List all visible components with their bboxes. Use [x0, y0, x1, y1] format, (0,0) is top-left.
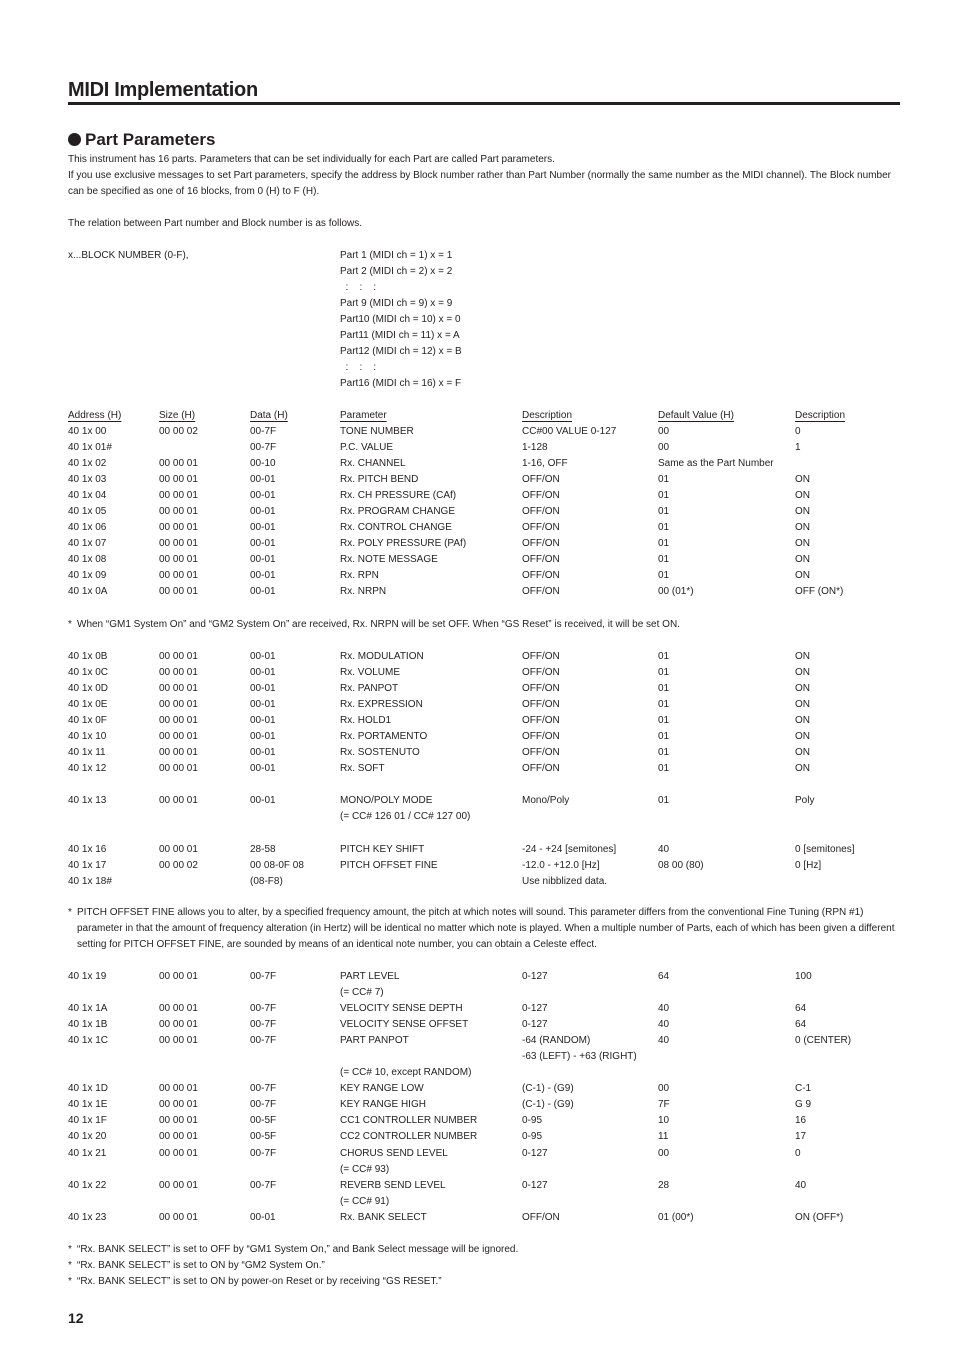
table-cell: 01	[658, 506, 670, 518]
footnote-text: “Rx. BANK SELECT” is set to OFF by “GM1 System On,” and Bank Select message will be ignored.	[77, 1244, 519, 1255]
table-cell: 00 00 01	[159, 731, 198, 743]
table-cell: 01 (00*)	[658, 1211, 694, 1223]
table-cell: ON	[795, 474, 810, 486]
table-cell: (= CC# 10, except RANDOM)	[340, 1067, 472, 1079]
table-cell: 00 00 01	[159, 1115, 198, 1127]
table-cell: Use nibblized data.	[522, 875, 608, 887]
table-cell: OFF/ON	[522, 490, 560, 502]
relation-line: : : :	[340, 282, 377, 293]
table-cell: 01	[658, 683, 670, 695]
table-cell: (= CC# 7)	[340, 987, 384, 999]
table-cell: Rx. BANK SELECT	[340, 1211, 427, 1223]
table-cell: -63 (LEFT) - +63 (RIGHT)	[522, 1051, 637, 1063]
table-cell: KEY RANGE LOW	[340, 1083, 424, 1095]
table-cell: Rx. SOFT	[340, 763, 385, 775]
table-cell: Rx. SOSTENUTO	[340, 747, 420, 759]
relation-line: Part10 (MIDI ch = 10) x = 0	[340, 314, 461, 325]
table-cell: 00-01	[250, 522, 276, 534]
table-cell: 01	[658, 522, 670, 534]
table-cell: 40 1x 13	[68, 795, 107, 807]
table-cell: 40 1x 23	[68, 1211, 107, 1223]
table-cell: C-1	[795, 1083, 812, 1095]
table-cell: 40	[658, 843, 670, 855]
table-cell: 00 00 01	[159, 554, 198, 566]
table-cell: ON	[795, 731, 810, 743]
table-cell: 40 1x 1A	[68, 1003, 108, 1015]
table-cell: ON	[795, 683, 810, 695]
table-cell: OFF/ON	[522, 683, 560, 695]
table-cell: OFF/ON	[522, 586, 560, 598]
table-cell: 40 1x 09	[68, 570, 107, 582]
table-cell: 01	[658, 763, 670, 775]
bullet-icon	[68, 133, 81, 146]
table-cell: 00-01	[250, 747, 276, 759]
table-cell: OFF/ON	[522, 554, 560, 566]
table-cell: -12.0 - +12.0 [Hz]	[522, 859, 600, 871]
table-cell: 00-01	[250, 490, 276, 502]
table-cell: 17	[795, 1131, 807, 1143]
table-cell: Rx. CONTROL CHANGE	[340, 522, 452, 534]
table-cell: 00-01	[250, 795, 276, 807]
table-cell: 40 1x 05	[68, 506, 107, 518]
table-cell: 40 1x 1B	[68, 1019, 108, 1031]
table-cell: 0	[795, 1147, 801, 1159]
table-cell: 00-01	[250, 699, 276, 711]
table-cell: 40	[658, 1019, 670, 1031]
table-cell: 00 00 01	[159, 538, 198, 550]
table-cell: 00 00 01	[159, 506, 198, 518]
table-cell: 00-7F	[250, 1083, 277, 1095]
table-cell: ON	[795, 538, 810, 550]
footnote-bank-select-1	[68, 1242, 900, 1258]
table-cell: 40 1x 17	[68, 859, 107, 871]
table-cell: ON	[795, 763, 810, 775]
table-cell: 00 00 01	[159, 747, 198, 759]
table-cell: 40	[658, 1003, 670, 1015]
table-cell: VELOCITY SENSE DEPTH	[340, 1003, 463, 1015]
table-cell: 40 1x 11	[68, 747, 106, 759]
column-header: Size (H)	[159, 410, 196, 421]
table-cell: ON	[795, 651, 810, 662]
table-cell: 00	[658, 442, 670, 454]
table-cell: OFF (ON*)	[795, 586, 844, 598]
table-cell: 00-7F	[250, 442, 277, 454]
table-cell: 00 00 01	[159, 586, 198, 598]
table-cell: 00-01	[250, 683, 276, 695]
table-cell: 00 00 01	[159, 763, 198, 775]
table-cell: 16	[795, 1115, 807, 1127]
table-cell: 00-01	[250, 651, 276, 662]
table-cell: 40 1x 19	[68, 971, 107, 982]
relation-line: Part 2 (MIDI ch = 2) x = 2	[340, 266, 453, 277]
table-cell: CC2 CONTROLLER NUMBER	[340, 1131, 478, 1143]
table-cell: ON	[795, 570, 810, 582]
table-cell: 00-7F	[250, 1179, 277, 1191]
table-cell: OFF/ON	[522, 747, 560, 759]
table-cell: Same as the Part Number	[658, 458, 774, 470]
intro-line: This instrument has 16 parts. Parameters that can be set individually for each Part are called Part parameters.	[68, 154, 555, 165]
table-cell: 40 1x 0F	[68, 715, 107, 727]
table-cell: MONO/POLY MODE	[340, 795, 433, 807]
table-cell: CC#00 VALUE 0-127	[522, 426, 617, 437]
table-cell: 00 00 01	[159, 1035, 198, 1047]
table-cell: Mono/Poly	[522, 795, 570, 807]
table-cell: 00 00 01	[159, 715, 198, 727]
table-cell: 00 00 01	[159, 795, 198, 807]
table-cell: 01	[658, 715, 670, 727]
note-pitch-offset	[68, 905, 900, 953]
intro-line	[68, 200, 900, 216]
asterisk: *	[68, 1260, 72, 1271]
intro-line: The relation between Part number and Block number is as follows.	[68, 218, 363, 229]
table-cell: 00-7F	[250, 426, 277, 437]
table-cell: 28	[658, 1179, 670, 1191]
table-cell: 00	[658, 1147, 670, 1159]
table-cell: -24 - +24 [semitones]	[522, 843, 617, 855]
table-cell: Rx. CHANNEL	[340, 458, 406, 470]
table-cell: 40 1x 1F	[68, 1115, 107, 1127]
column-header: Data (H)	[250, 410, 288, 421]
table-cell: Rx. EXPRESSION	[340, 699, 423, 711]
table-cell: Rx. HOLD1	[340, 715, 392, 727]
table-cell: 00-7F	[250, 1019, 277, 1031]
table-cell: OFF/ON	[522, 506, 560, 518]
table-cell: 7F	[658, 1099, 670, 1111]
table-cell: 40 1x 04	[68, 490, 107, 502]
table-cell: 40 1x 10	[68, 731, 107, 743]
table-cell: ON	[795, 715, 810, 727]
table-cell: 40 1x 06	[68, 522, 107, 534]
table-cell: 01	[658, 795, 670, 807]
table-cell: TONE NUMBER	[340, 426, 414, 437]
table-cell: 00-10	[250, 458, 276, 470]
table-cell: 28-58	[250, 843, 276, 855]
relation-line: Part11 (MIDI ch = 11) x = A	[340, 330, 460, 341]
table-cell: 40 1x 0C	[68, 667, 109, 679]
intro-text	[68, 152, 900, 232]
table-cell: ON	[795, 490, 810, 502]
table-cell: 00 00 01	[159, 667, 198, 679]
table-cell: 1-128	[522, 442, 548, 454]
table-cell: 0-127	[522, 971, 548, 982]
table-cell: Rx. PORTAMENTO	[340, 731, 428, 743]
table-cell: 00 00 01	[159, 1211, 198, 1223]
table-cell: 00 00 01	[159, 1147, 198, 1159]
intro-line: If you use exclusive messages to set Part parameters, specify the address by Block number rather than Part Number (normally the same number as the MIDI channel). The Block number can be specified as one of 16 blocks, from 0 (H) to F (H).	[68, 170, 891, 197]
table-cell: (C-1) - (G9)	[522, 1083, 574, 1095]
table-cell: 00 00 01	[159, 699, 198, 711]
table-cell: 40 1x 21	[68, 1147, 107, 1159]
table-cell: 00 00 01	[159, 1099, 198, 1111]
asterisk: *	[68, 619, 72, 630]
table-cell: OFF/ON	[522, 763, 560, 775]
part-block-relation	[340, 248, 462, 392]
table-cell: 40 1x 12	[68, 763, 107, 775]
section-title: Part Parameters	[85, 130, 216, 149]
title-rule	[68, 102, 900, 105]
table-cell: 00	[658, 426, 670, 437]
table-cell: 00 00 02	[159, 426, 198, 437]
table-cell: Rx. PANPOT	[340, 683, 399, 695]
table-cell: OFF/ON	[522, 474, 560, 486]
table-cell: 01	[658, 651, 670, 662]
table-cell: 00-01	[250, 586, 276, 598]
asterisk: *	[68, 1276, 72, 1287]
table-cell: Rx. NRPN	[340, 586, 387, 598]
table-cell: 40 1x 20	[68, 1131, 107, 1143]
table-cell: CHORUS SEND LEVEL	[340, 1147, 448, 1159]
table-cell: 40 1x 07	[68, 538, 107, 550]
table-cell: 01	[658, 731, 670, 743]
table-cell: KEY RANGE HIGH	[340, 1099, 426, 1111]
table-cell: 00 00 01	[159, 522, 198, 534]
table-cell: 00	[658, 1083, 670, 1095]
table-cell: 00 00 02	[159, 859, 198, 871]
table-cell: 00-01	[250, 731, 276, 743]
table-cell: Rx. PROGRAM CHANGE	[340, 506, 456, 518]
column-header: Default Value (H)	[658, 410, 734, 421]
table-cell: (= CC# 93)	[340, 1163, 390, 1175]
table-cell: 00 00 01	[159, 1019, 198, 1031]
table-cell: ON	[795, 554, 810, 566]
table-cell: 40 1x 1E	[68, 1099, 108, 1111]
table-cell: OFF/ON	[522, 731, 560, 743]
table-cell: 00 00 01	[159, 474, 198, 486]
page-number: 12	[68, 1310, 84, 1326]
table-cell: 00-7F	[250, 1035, 277, 1047]
table-cell: 40 1x 08	[68, 554, 107, 566]
table-cell: 0 [Hz]	[795, 859, 822, 871]
table-cell: 40 1x 00	[68, 426, 107, 437]
table-cell: 01	[658, 570, 670, 582]
table-cell: 1	[795, 442, 801, 454]
table-cell: CC1 CONTROLLER NUMBER	[340, 1115, 478, 1127]
table-cell: 0-95	[522, 1131, 543, 1143]
table-cell: Rx. VOLUME	[340, 667, 401, 679]
table-cell: VELOCITY SENSE OFFSET	[340, 1019, 469, 1031]
table-cell: 40 1x 18#	[68, 875, 112, 887]
table-cell: G 9	[795, 1099, 812, 1111]
footnote-text: “Rx. BANK SELECT” is set to ON by “GM2 System On.”	[77, 1260, 325, 1271]
table-cell: 00 00 01	[159, 1003, 198, 1015]
table-cell: ON	[795, 699, 810, 711]
table-cell: Rx. POLY PRESSURE (PAf)	[340, 538, 467, 550]
table-cell: OFF/ON	[522, 651, 560, 662]
table-cell: (= CC# 126 01 / CC# 127 00)	[340, 811, 471, 823]
table-cell: 64	[795, 1003, 807, 1015]
table-cell: 0-127	[522, 1179, 548, 1191]
table-cell: ON	[795, 667, 810, 679]
table-cell: Rx. MODULATION	[340, 651, 424, 662]
table-cell: 0	[795, 426, 801, 437]
table-cell: 00-7F	[250, 1147, 277, 1159]
table-cell: 00-5F	[250, 1131, 277, 1143]
table-cell: P.C. VALUE	[340, 442, 393, 454]
table-cell: PITCH KEY SHIFT	[340, 843, 425, 855]
table-cell: 01	[658, 699, 670, 711]
table-cell: 0 [semitones]	[795, 843, 855, 855]
table-cell: 00-7F	[250, 1003, 277, 1015]
table-cell: 00-01	[250, 474, 276, 486]
relation-line: Part16 (MIDI ch = 16) x = F	[340, 378, 462, 389]
table-cell: 00 00 01	[159, 458, 198, 470]
table-cell: Rx. NOTE MESSAGE	[340, 554, 438, 566]
table-cell: Rx. PITCH BEND	[340, 474, 419, 486]
table-cell: -64 (RANDOM)	[522, 1035, 591, 1047]
note-text: PITCH OFFSET FINE allows you to alter, by a specified frequency amount, the pitch at which notes will sound. This parameter differs from the conventional Fine Tuning (RPN #1) parameter in that the amount of frequency alteration (in Hertz) will be identical no matter which note is played. When a multiple number of Parts, each of which has been given a different setting for PITCH OFFSET FINE, are sounded by means of an identical note number, you can obtain a Celeste effect.	[77, 907, 895, 950]
table-cell: REVERB SEND LEVEL	[340, 1179, 446, 1191]
table-cell: 40 1x 0A	[68, 586, 108, 598]
table-cell: Rx. CH PRESSURE (CAf)	[340, 490, 457, 502]
footnote-bank-select-3	[68, 1274, 900, 1290]
column-header: Description	[795, 410, 846, 421]
table-cell: 08 00 (80)	[658, 859, 704, 871]
table-cell: 01	[658, 474, 670, 486]
table-cell: OFF/ON	[522, 522, 560, 534]
table-cell: 64	[795, 1019, 807, 1031]
table-cell: 00-01	[250, 554, 276, 566]
table-cell: 40 1x 0B	[68, 651, 108, 662]
table-cell: PART PANPOT	[340, 1035, 409, 1047]
table-cell: (08-F8)	[250, 875, 283, 887]
table-cell: 11	[658, 1131, 669, 1143]
table-cell: 40 1x 16	[68, 843, 107, 855]
column-header: Parameter	[340, 410, 387, 421]
table-cell: 01	[658, 667, 670, 679]
table-cell: 00 08-0F 08	[250, 859, 304, 871]
page-title: MIDI Implementation	[68, 79, 258, 101]
table-cell: PART LEVEL	[340, 971, 400, 982]
table-cell: Rx. RPN	[340, 570, 379, 582]
table-cell: 40	[658, 1035, 670, 1047]
relation-line: : : :	[340, 362, 377, 373]
table-cell: OFF/ON	[522, 667, 560, 679]
table-cell: 40 1x 0D	[68, 683, 109, 695]
relation-line: Part 1 (MIDI ch = 1) x = 1	[340, 250, 453, 261]
table-cell: PITCH OFFSET FINE	[340, 859, 438, 871]
table-cell: 40 1x 1D	[68, 1083, 109, 1095]
table-cell: 40	[795, 1179, 807, 1191]
table-cell: 40 1x 03	[68, 474, 107, 486]
table-cell: 00 00 01	[159, 683, 198, 695]
table-cell: 00-7F	[250, 971, 277, 982]
column-header: Description	[522, 410, 573, 421]
table-cell: 00-01	[250, 715, 276, 727]
table-cell: Poly	[795, 795, 815, 807]
table-cell: 00 00 01	[159, 1179, 198, 1191]
table-cell: 40 1x 01#	[68, 442, 112, 454]
table-cell: 40 1x 0E	[68, 699, 108, 711]
table-cell: 10	[658, 1115, 670, 1127]
table-cell: (= CC# 91)	[340, 1195, 390, 1207]
table-cell: OFF/ON	[522, 699, 560, 711]
table-cell: 00 00 01	[159, 570, 198, 582]
table-cell: 01	[658, 490, 670, 502]
table-cell: 00-01	[250, 570, 276, 582]
table-cell: 00-01	[250, 538, 276, 550]
asterisk: *	[68, 907, 72, 918]
asterisk: *	[68, 1244, 72, 1255]
table-cell: OFF/ON	[522, 538, 560, 550]
table-cell: 0 (CENTER)	[795, 1035, 852, 1047]
table-cell: ON (OFF*)	[795, 1211, 844, 1223]
note-nrpn	[68, 617, 900, 633]
table-cell: 100	[795, 971, 812, 982]
table-cell: 1-16, OFF	[522, 458, 568, 470]
table-cell: 00-01	[250, 1211, 276, 1223]
table-cell: 00 00 01	[159, 843, 198, 855]
table-cell: ON	[795, 747, 810, 759]
relation-line: Part12 (MIDI ch = 12) x = B	[340, 346, 462, 357]
table-cell: OFF/ON	[522, 570, 560, 582]
table-cell: 00 00 01	[159, 971, 198, 982]
relation-line: Part 9 (MIDI ch = 9) x = 9	[340, 298, 453, 309]
section-heading	[68, 130, 215, 150]
table-cell: 0-95	[522, 1115, 543, 1127]
table-cell: 0-127	[522, 1019, 548, 1031]
table-cell: 00 00 01	[159, 490, 198, 502]
table-cell: ON	[795, 506, 810, 518]
table-cell: 00 00 01	[159, 1131, 198, 1143]
table-cell: 0-127	[522, 1147, 548, 1159]
block-number-label: x...BLOCK NUMBER (0-F),	[68, 250, 189, 261]
table-cell: 01	[658, 747, 670, 759]
note-text: When “GM1 System On” and “GM2 System On” are received, Rx. NRPN will be set OFF. When “GS Reset” is received, it will be set ON.	[77, 619, 680, 630]
table-cell: 40 1x 1C	[68, 1035, 109, 1047]
footnote-bank-select-2	[68, 1258, 900, 1274]
table-cell: 00-01	[250, 506, 276, 518]
table-cell: 00-01	[250, 667, 276, 679]
table-cell: 64	[658, 971, 670, 982]
table-cell: OFF/ON	[522, 715, 560, 727]
table-cell: 40 1x 22	[68, 1179, 107, 1191]
table-cell: 00-7F	[250, 1099, 277, 1111]
table-cell: OFF/ON	[522, 1211, 560, 1223]
table-cell: ON	[795, 522, 810, 534]
table-cell: 00 00 01	[159, 1083, 198, 1095]
table-cell: 40 1x 02	[68, 458, 107, 470]
table-cell: 0-127	[522, 1003, 548, 1015]
column-header: Address (H)	[68, 410, 122, 421]
table-cell: 00 00 01	[159, 651, 198, 662]
table-cell: 00-5F	[250, 1115, 277, 1127]
table-cell: (C-1) - (G9)	[522, 1099, 574, 1111]
table-cell: 01	[658, 538, 670, 550]
table-cell: 00-01	[250, 763, 276, 775]
table-cell: 01	[658, 554, 670, 566]
footnote-text: “Rx. BANK SELECT” is set to ON by power-on Reset or by receiving “GS RESET.”	[77, 1276, 442, 1287]
table-cell: 00 (01*)	[658, 586, 694, 598]
